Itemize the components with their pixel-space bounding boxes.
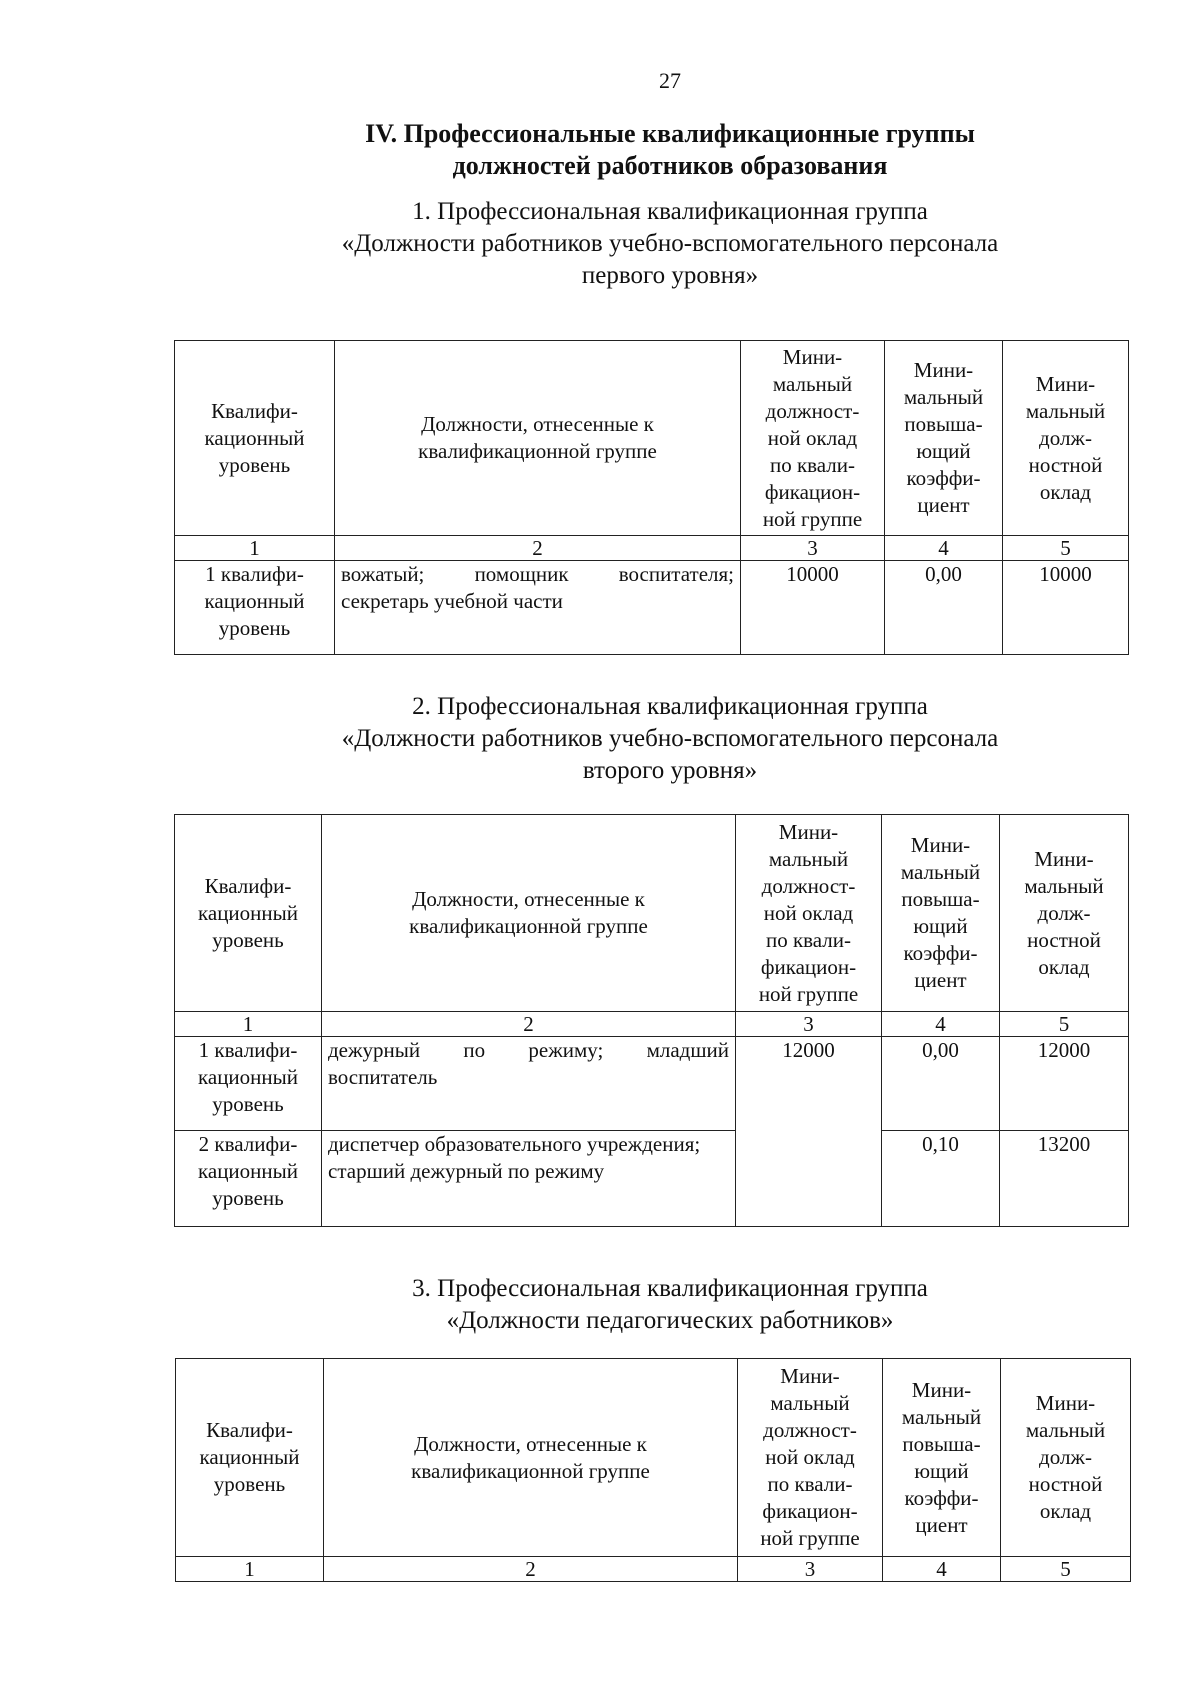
header-text: квалификационной группе	[411, 1458, 650, 1483]
table-header-row	[175, 815, 1129, 1012]
header-text: мальный	[900, 860, 981, 884]
header-min-official-salary	[1003, 341, 1129, 536]
header-text: ной оклад	[767, 425, 858, 450]
header-text: оклад	[1039, 1499, 1092, 1523]
level-text: кационный	[197, 1159, 298, 1183]
min-official-salary-cell: 13200	[1000, 1131, 1129, 1227]
group-3-title	[0, 1273, 1200, 1337]
group-title-line: «Должности работников учебно-вспомогательного персонала	[341, 230, 999, 257]
header-text: ностной	[1027, 927, 1101, 952]
level-text: 1 квалифи-	[198, 1038, 298, 1062]
header-text: оклад	[1039, 479, 1092, 504]
header-text: мальный	[901, 1404, 982, 1429]
header-text: Мини-	[910, 833, 971, 857]
header-text: мальный	[768, 846, 849, 871]
header-text: мальный	[903, 385, 984, 409]
group-1-table	[174, 340, 1129, 655]
header-text: должност-	[765, 398, 860, 423]
header-text: повыша-	[902, 1431, 981, 1456]
coefficient-cell: 0,00	[885, 561, 1003, 655]
level-text: 2 квалифи-	[198, 1132, 298, 1156]
coefficient-cell: 0,00	[882, 1037, 1000, 1131]
column-number: 3	[738, 1557, 883, 1582]
group-title-line: 2. Профессиональная квалификационная группа	[412, 693, 928, 720]
level-cell	[175, 1037, 322, 1131]
header-min-official-salary	[1001, 1359, 1131, 1557]
header-text: долж-	[1039, 425, 1092, 450]
header-text: Квалифи-	[206, 1418, 293, 1442]
header-text: коэффи-	[904, 1485, 979, 1510]
header-text: Мини-	[1035, 371, 1096, 396]
column-number: 2	[324, 1557, 738, 1582]
positions-cell: дежурный по режиму; младший воспитатель	[322, 1037, 736, 1131]
header-text: Мини-	[1035, 1391, 1096, 1415]
level-cell	[175, 561, 335, 655]
column-number-row	[175, 1012, 1129, 1037]
header-text: по квали-	[765, 927, 852, 952]
header-text: квалификационной группе	[409, 914, 648, 938]
header-text: долж-	[1039, 1445, 1092, 1469]
header-coefficient	[882, 815, 1000, 1012]
coefficient-cell: 0,10	[882, 1131, 1000, 1227]
column-number-row	[175, 536, 1129, 561]
header-text: уровень	[213, 1472, 286, 1496]
positions-cell: диспетчер образовательного учреждения; старший дежурный по режиму	[322, 1131, 736, 1227]
header-positions	[324, 1359, 738, 1557]
group-2-table	[174, 814, 1129, 1227]
header-text: циент	[917, 493, 970, 517]
group-title-line: 1. Профессиональная квалификационная группа	[412, 198, 928, 225]
group-title-line: первого уровня»	[581, 262, 759, 289]
level-text: уровень	[212, 1092, 284, 1116]
column-number: 4	[883, 1557, 1001, 1582]
level-text: уровень	[212, 1186, 284, 1210]
column-number: 3	[736, 1012, 882, 1037]
header-text: кационный	[204, 425, 305, 450]
header-text: по квали-	[767, 1472, 853, 1496]
header-text: Мини-	[782, 344, 843, 369]
header-text: мальный	[1024, 873, 1104, 898]
table-row	[175, 1131, 1129, 1227]
header-text: уровень	[212, 927, 284, 952]
header-text: уровень	[218, 452, 291, 477]
header-level	[175, 815, 322, 1012]
header-text: Квалифи-	[211, 398, 298, 423]
column-number: 3	[741, 536, 885, 561]
table-row	[175, 561, 1129, 655]
header-text: Мини-	[778, 819, 839, 844]
header-text: фикацион-	[760, 954, 857, 979]
header-positions	[322, 815, 736, 1012]
header-text: мальный	[770, 1391, 850, 1415]
group-title-line: «Должности работников учебно-вспомогательного персонала	[341, 725, 999, 752]
column-number-row	[176, 1557, 1131, 1582]
header-text: кационный	[199, 1445, 300, 1469]
header-text: Квалифи-	[204, 873, 292, 898]
column-number: 4	[885, 536, 1003, 561]
header-text: ной группе	[758, 981, 859, 1006]
header-text: циент	[915, 1512, 968, 1537]
column-number: 1	[175, 536, 335, 561]
header-text: повыша-	[901, 887, 980, 911]
group-title-line: 3. Профессиональная квалификационная группа	[412, 1275, 928, 1302]
section-title-line: должностей работников образования	[452, 151, 888, 180]
header-text: фикацион-	[762, 1499, 858, 1523]
header-text: мальный	[1025, 398, 1106, 423]
header-level	[175, 341, 335, 536]
header-text: мальный	[1025, 1418, 1106, 1442]
column-number: 5	[1001, 1557, 1131, 1582]
header-text: Должности, отнесенные к	[412, 887, 645, 911]
column-number: 5	[1000, 1012, 1129, 1037]
header-text: ной оклад	[763, 900, 854, 925]
header-text: Должности, отнесенные к	[414, 1431, 647, 1456]
header-min-salary	[741, 341, 885, 536]
header-coefficient	[883, 1359, 1001, 1557]
header-text: ной группе	[762, 506, 863, 531]
header-min-official-salary	[1000, 815, 1129, 1012]
header-min-salary	[736, 815, 882, 1012]
header-text: ностной	[1028, 452, 1103, 477]
header-text: фикацион-	[764, 479, 861, 504]
header-text: циент	[914, 968, 967, 992]
header-min-salary	[738, 1359, 883, 1557]
column-number: 2	[322, 1012, 736, 1037]
min-salary-cell: 10000	[741, 561, 885, 655]
header-text: должност-	[761, 873, 856, 898]
header-text: кационный	[197, 900, 298, 925]
group-1-title	[0, 196, 1200, 292]
header-text: оклад	[1038, 954, 1090, 979]
header-text: Должности, отнесенные к	[421, 412, 654, 436]
section-title-line: IV. Профессиональные квалификационные группы	[365, 119, 975, 148]
min-salary-cell: 12000	[736, 1037, 882, 1227]
header-text: ющий	[916, 439, 971, 463]
min-official-salary-cell: 12000	[1000, 1037, 1129, 1131]
column-number: 2	[335, 536, 741, 561]
header-text: коэффи-	[906, 466, 981, 490]
header-text: ностной	[1028, 1472, 1103, 1496]
column-number: 1	[176, 1557, 324, 1582]
group-3-table	[175, 1358, 1131, 1582]
header-text: повыша-	[904, 412, 983, 436]
header-text: по квали-	[769, 452, 856, 477]
header-text: Мини-	[913, 358, 974, 382]
column-number: 4	[882, 1012, 1000, 1037]
header-text: должност-	[763, 1418, 857, 1442]
header-text: ющий	[913, 914, 968, 938]
header-text: коэффи-	[903, 941, 978, 965]
header-text: мальный	[772, 371, 853, 396]
min-official-salary-cell: 10000	[1003, 561, 1129, 655]
header-text: долж-	[1037, 900, 1091, 925]
header-positions	[335, 341, 741, 536]
group-title-line: второго уровня»	[582, 757, 758, 784]
header-coefficient	[885, 341, 1003, 536]
header-text: Мини-	[911, 1377, 972, 1402]
page-number: 27	[659, 68, 681, 93]
level-cell	[175, 1131, 322, 1227]
group-2-title	[0, 691, 1200, 787]
header-level	[176, 1359, 324, 1557]
level-text: кационный	[197, 1065, 298, 1089]
section-title	[0, 118, 1200, 182]
header-text: Мини-	[780, 1364, 840, 1388]
header-text: ной группе	[760, 1526, 860, 1550]
table-header-row	[176, 1359, 1131, 1557]
header-text: ющий	[914, 1458, 969, 1483]
level-text: кационный	[204, 589, 305, 613]
column-number: 5	[1003, 536, 1129, 561]
positions-cell: вожатый; помощник воспитателя; секретарь учебной части	[335, 561, 741, 655]
header-text: квалификационной группе	[418, 439, 657, 463]
table-row	[175, 1037, 1129, 1131]
group-title-line: «Должности педагогических работников»	[446, 1307, 894, 1334]
header-text: ной оклад	[765, 1445, 855, 1469]
header-text: Мини-	[1034, 846, 1094, 871]
table-header-row	[175, 341, 1129, 536]
level-text: уровень	[218, 616, 291, 640]
level-text: 1 квалифи-	[205, 562, 304, 586]
column-number: 1	[175, 1012, 322, 1037]
